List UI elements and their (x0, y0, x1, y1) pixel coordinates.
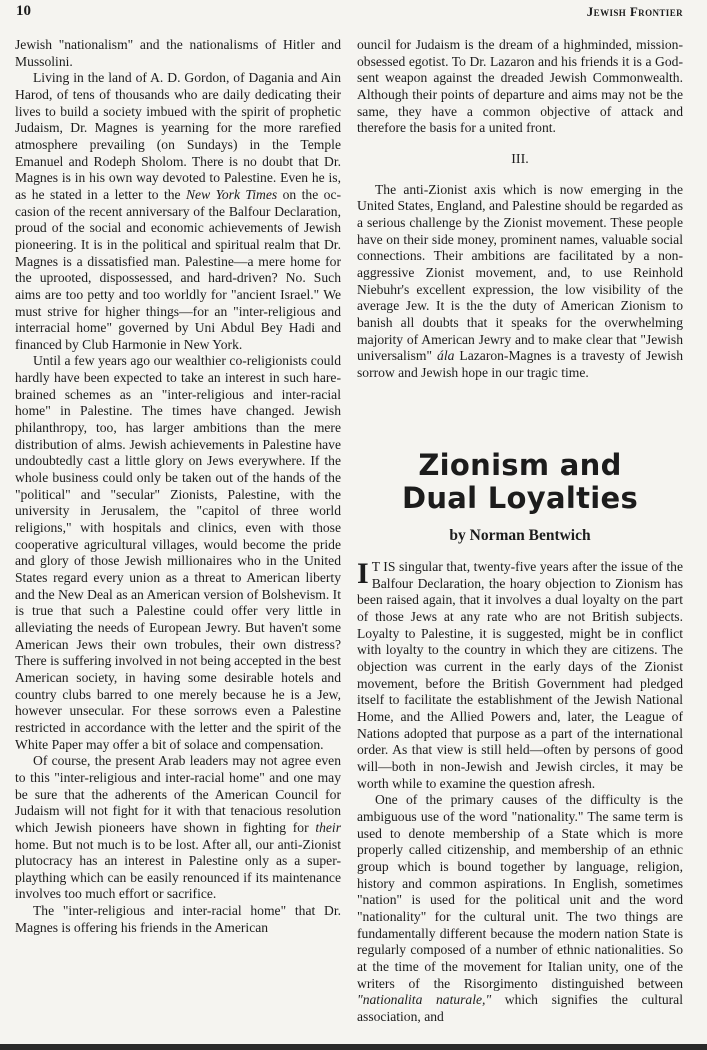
paragraph: The anti-Zionist axis which is now emerging in the United States, England, and Palestine should be regarded as a serious challenge by the Zionist movement. These people have on their side money, prominent names, valuable social connections. Their ambitions are facilitated by a non-aggressive Zionist movement, and, to use Reinhold Niebuhr's excellent expression, the low visibility of the average Jew. It is the the duty of American Zionism to banish all doubts that it speaks for the overwhelming majority of American Jewry and to make clear that "Jewish universalism" ála Lazaron-Magnes is a travesty of Jewish sorrow and Jewish hope in our tragic time. (357, 181, 683, 380)
italic-text: "nationalita naturale," (357, 992, 492, 1008)
drop-cap: I (357, 557, 369, 591)
italic-text: their (315, 819, 341, 835)
paragraph: I T IS singular that, twenty-five years after the issue of the Balfour Declaration, the hoary objection to Zionism has been raised again, that it involves a dual loyalty on the part of those Jews at any rate who are not British subjects. Loyalty to Palestine, it is suggested, might be in conflict with loyalty to the country in which they are citizens. The objection was current in the early days of the Zionist movement, before the British Government had pledged itself to facilitate the establishment of the Jewish National Home, and the Allied Powers and, later, the League of Nations adopted that purpose as a part of the international order. As that view is still held—often by persons of good will—both in non-Jewish and Jewish circles, it may be worth while to examine the question afresh. (357, 557, 683, 791)
italic-text: ála (437, 348, 455, 364)
paragraph: The "inter-religious and inter-racial home" that Dr. Magnes is offering his friends in the American (15, 903, 341, 935)
paragraph: Living in the land of A. D. Gordon, of Dagania and Ain Harod, of tens of thousands who are daily dedicating their lives to build a society imbued with the spirit of prophetic Judaism, Dr. Magnes is yearning for the more rarefied atmosphere prevailing (on Sundays) in the Temple Emanuel and Rodeph Sholom. There is no doubt that Dr. Magnes is in his own way devoted to Palestine. Even he is, as he stated in a letter to the New York Times on the occasion of the recent anniversary of the Balfour Declaration, proud of the social and economic achievements of Jewish pioneering. It is in the political and spiritual realm that Dr. Magnes is a dissatisfied man. Palestine—a mere home for the uprooted, dispossessed, and hard-driven? No. Such aims are too petty and too worldly for "ancient Israel." We must strive for higher things—for an "inter-religious and interracial home" governed by Uni Abdul Bey Hadi and financed by Club Harmonie in New York. (15, 70, 342, 352)
bottom-bar (0, 1044, 707, 1050)
section-number: III. (511, 151, 529, 167)
article-title-line: Zionism and (418, 448, 622, 483)
right-column (357, 37, 683, 1026)
article-title-line: Dual Loyalties (401, 481, 639, 516)
article-title (357, 449, 683, 515)
page-number: 10 (16, 3, 31, 19)
paragraph: One of the primary causes of the difficulty is the ambiguous use of the word "nationality." The same term is used to denote membership of a State which is more properly called citizenship, and membership of an ethnic group which is bound together by language, religion, history and common aspirations. In English, sometimes "nation" is used for the political unit and the word "nationality" for the cultural unit. The two things are fundamentally different because the modern nation State is regularly composed of a number of ethnic nationalities. So at the time of the movement for Italian unity, one of the writers of the Risorgimento distinguished between "nationalita naturale," which signifies the cultural association, and (357, 792, 683, 1024)
paragraph: Jewish "nationalism" and the nationalisms of Hitler and Mussolini. (15, 37, 341, 69)
paragraph: ouncil for Judaism is the dream of a highminded, mission-obsessed egotist. To Dr. Lazaron and his friends it is a God-sent weapon against the dreaded Jewish Commonwealth. Although their points of departure and aims may not be the same, they have a common objective of attack and therefore the basis for a united front. (357, 37, 683, 136)
article-byline: by Norman Bentwich (449, 527, 591, 545)
paragraph: Until a few years ago our wealthier co-religionists could hardly have been expected to take an interest in such hare-brained schemes as an "inter-religious and inter-racial home" in Palestine. The times have changed. Jewish philanthropy, too, has larger ambitions than the mere distribution of alms. Jewish achievements in Palestine have undoubtedly cast a little glory on Jews everywhere. If the whole business could only be taken out of the hands of the "political" and "secular" Zionists, Palestine, with the university in Jerusalem, the "capitol of three world religions," with hospitals and clinics, even with those cooperative agricultural villages, would become the pride and glory of those Jewish millionaires who in the United States regard every union as a threat to American liberty and the New Deal as an American version of Bolshevism. It is true that such a Palestine could offer very little in alleviating the needs of European Jewry. But haven't some American Jews their own trobules, their own distress? There is suffering involved in not being accepted in the best American society, in having some desirable hotels and country clubs barred to one merely because he is a Jew, however unsecular. For these sorrows even a Palestine restricted in accordance with the letter and the spirit of the White Paper may offer a bit of solace and compensation. (15, 353, 341, 752)
running-head: Jewish Frontier (586, 4, 683, 19)
paragraph: Of course, the present Arab leaders may not agree even to this "inter-religious and inter-racial home" and one may be sure that the adherents of the American Council for Judaism will not fight for it with that tenacious resolution which Jewish pioneers have shown in fighting for their home. But not much is to be lost. After all, our anti-Zionist plutocracy has an interest in Palestine only as a super-plaything which can be easily renounced if its maintenance involves too much effort or sacrifice. (15, 753, 341, 902)
italic-text: New York Times (185, 186, 278, 202)
left-column (15, 37, 341, 936)
